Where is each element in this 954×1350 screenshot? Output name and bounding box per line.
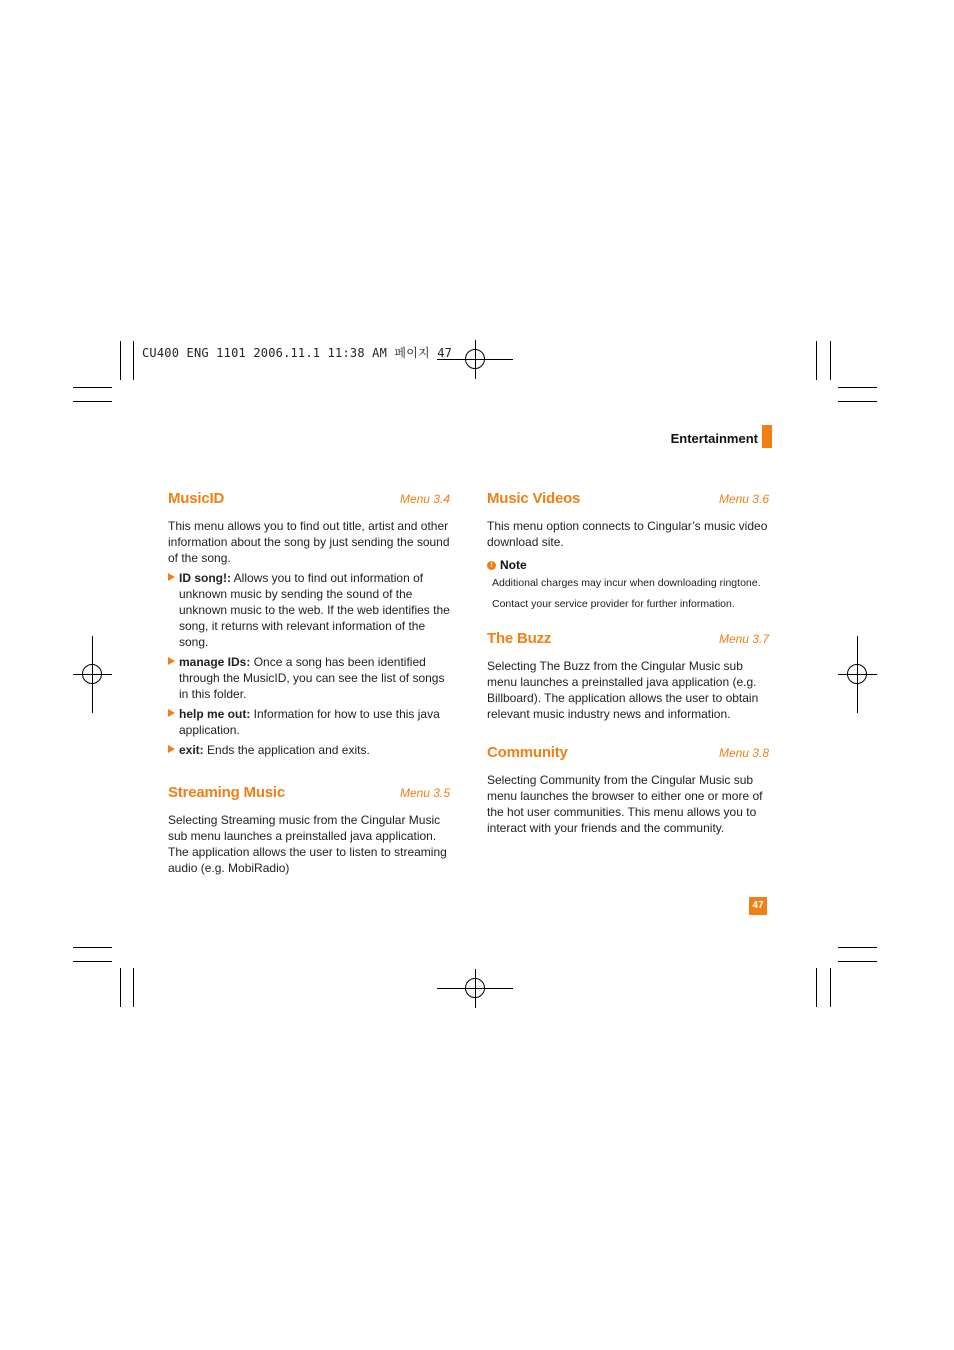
music-videos-body: This menu option connects to Cingular’s music video download site. — [487, 519, 768, 549]
note-label: Note — [500, 558, 527, 572]
music-videos-heading — [487, 490, 769, 512]
community-menu-number: Menu 3.8 — [718, 746, 769, 760]
print-metadata: CU400 ENG 1101 2006.11.1 11:38 AM 페이지 47 — [142, 346, 453, 360]
the-buzz-body: Selecting The Buzz from the Cingular Music sub menu launches a preinstalled java application (e.g. Billboard). The application allows the user to obtain relevant music industry news and information. — [487, 659, 759, 721]
bullet-arrow-icon — [168, 573, 175, 581]
note-info-icon: ! — [487, 561, 496, 570]
streaming-title: Streaming Music — [168, 784, 286, 801]
bullet-item — [168, 706, 450, 738]
bullet-item — [168, 654, 450, 702]
musicid-menu-number: Menu 3.4 — [399, 492, 450, 506]
community-body: Selecting Community from the Cingular Music sub menu launches the browser to either one or more of the hot user communities. This menu allows you to interact with your friends and the community. — [487, 773, 763, 835]
bullet-text: Once a song has been identified through the MusicID, you can see the list of songs in this folder. — [179, 655, 445, 701]
page-number: 47 — [749, 897, 767, 915]
section-tab-bar — [762, 425, 772, 448]
musicid-intro: This menu allows you to find out title, artist and other information about the song by just sending the sound of the song. — [168, 519, 450, 565]
bullet-arrow-icon — [168, 709, 175, 717]
left-column — [168, 490, 450, 880]
bullet-arrow-icon — [168, 657, 175, 665]
the-buzz-heading — [487, 630, 769, 652]
bullet-text: Allows you to find out information of unknown music by sending the sound of the unknown music to the web. If the web identifies the song, it returns with relevant information of the song. — [179, 571, 450, 649]
bullet-text: Information for how to use this java application. — [179, 707, 440, 737]
streaming-heading — [168, 784, 450, 806]
bullet-term: exit: — [179, 743, 204, 757]
music-videos-menu-number: Menu 3.6 — [718, 492, 769, 506]
note-line: Additional charges may incur when downloading ringtone. — [492, 577, 761, 589]
music-videos-title: Music Videos — [487, 490, 581, 507]
right-column — [487, 490, 769, 840]
note-line: Contact your service provider for further information. — [492, 598, 735, 610]
note-heading — [487, 558, 769, 572]
the-buzz-menu-number: Menu 3.7 — [718, 632, 769, 646]
musicid-title: MusicID — [168, 490, 225, 507]
section-tag: Entertainment — [670, 431, 758, 446]
bullet-term: ID song!: — [179, 571, 231, 585]
community-heading — [487, 744, 769, 766]
streaming-body: Selecting Streaming music from the Cingular Music sub menu launches a preinstalled java application. The application allows the user to listen to streaming audio (e.g. MobiRadio) — [168, 813, 447, 875]
bullet-arrow-icon — [168, 745, 175, 753]
bullet-term: help me out: — [179, 707, 251, 721]
bullet-item — [168, 570, 450, 650]
bullet-text: Ends the application and exits. — [203, 743, 370, 757]
musicid-heading — [168, 490, 450, 512]
bullet-term: manage IDs: — [179, 655, 251, 669]
bullet-item — [168, 742, 450, 758]
the-buzz-title: The Buzz — [487, 630, 552, 647]
streaming-menu-number: Menu 3.5 — [399, 786, 450, 800]
community-title: Community — [487, 744, 568, 761]
